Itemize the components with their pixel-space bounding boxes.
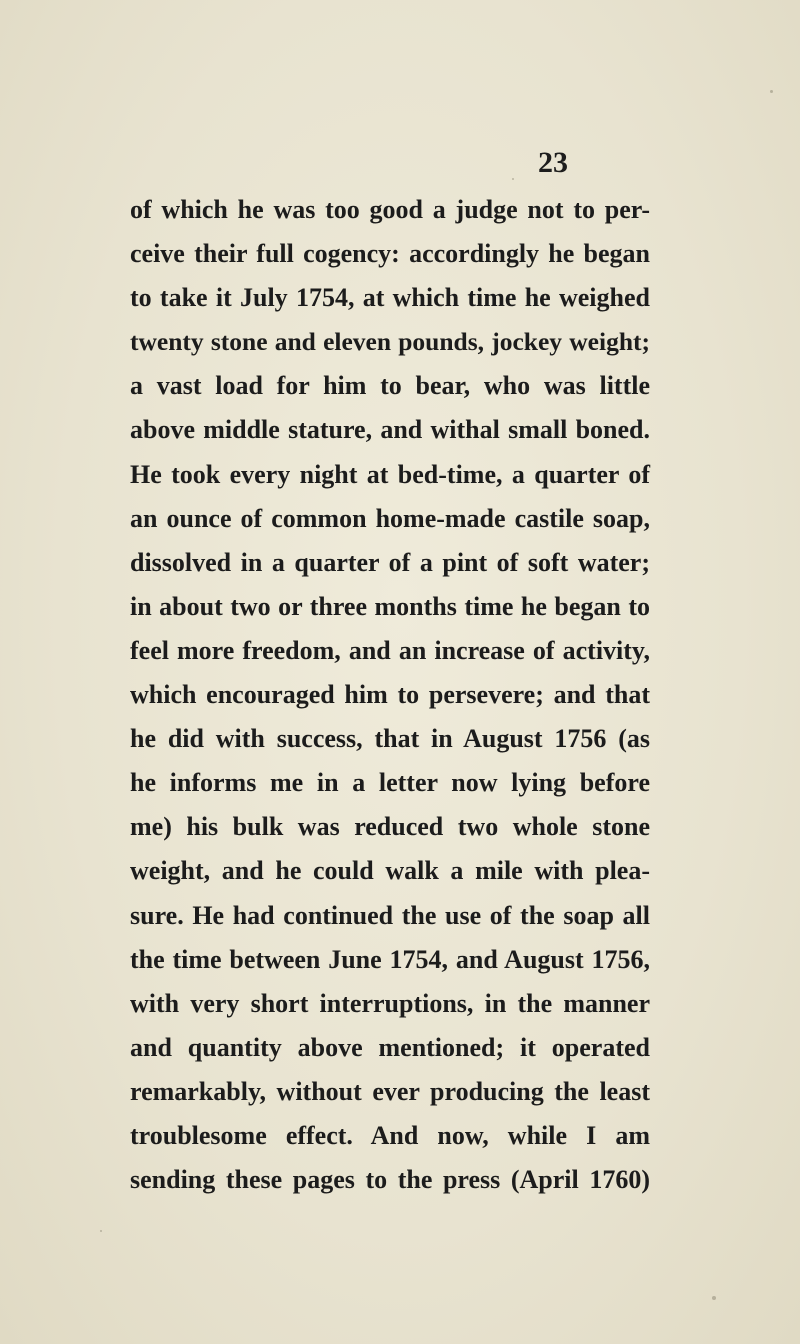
text-line: remarkably, without ever producing the least <box>130 1076 650 1106</box>
text-line: ceive their full cogency: accordingly he began <box>130 239 650 269</box>
text-line: sending these pages to the press (April 1760) <box>130 1165 650 1195</box>
text-line: the time between June 1754, and August 1756, <box>130 944 650 974</box>
text-line: troublesome effect. And now, while I am <box>130 1120 650 1150</box>
text-line: which encouraged him to persevere; and that <box>130 680 650 710</box>
text-line: dissolved in a quarter of a pint of soft water; <box>130 547 650 577</box>
text-line: he informs me in a letter now lying before <box>130 768 650 798</box>
text-line: twenty stone and eleven pounds, jockey weight; <box>130 327 650 357</box>
text-line: to take it July 1754, at which time he weighed <box>130 283 650 313</box>
text-line: of which he was too good a judge not to per- <box>130 195 650 224</box>
paper-speck <box>770 90 773 93</box>
page-number: 23 <box>538 146 568 179</box>
paper-speck <box>100 1230 102 1232</box>
text-line: me) his bulk was reduced two whole stone <box>130 812 650 842</box>
text-line: above middle stature, and withal small boned. <box>130 415 650 445</box>
text-line: an ounce of common home-made castile soap, <box>130 503 650 533</box>
text-line: feel more freedom, and an increase of activity, <box>130 635 650 665</box>
text-line: in about two or three months time he began to <box>130 591 650 621</box>
text-line: and quantity above mentioned; it operated <box>130 1032 650 1062</box>
text-line: a vast load for him to bear, who was little <box>130 371 650 401</box>
body-text <box>130 188 650 1202</box>
text-line: sure. He had continued the use of the soap all <box>130 900 650 930</box>
text-line: He took every night at bed-time, a quarter of <box>130 459 650 489</box>
text-line: he did with success, that in August 1756 (as <box>130 724 650 754</box>
text-line: weight, and he could walk a mile with plea- <box>130 856 650 886</box>
text-line: with very short interruptions, in the manner <box>130 988 650 1018</box>
paper-speck <box>712 1296 716 1300</box>
paper-speck <box>512 178 514 180</box>
